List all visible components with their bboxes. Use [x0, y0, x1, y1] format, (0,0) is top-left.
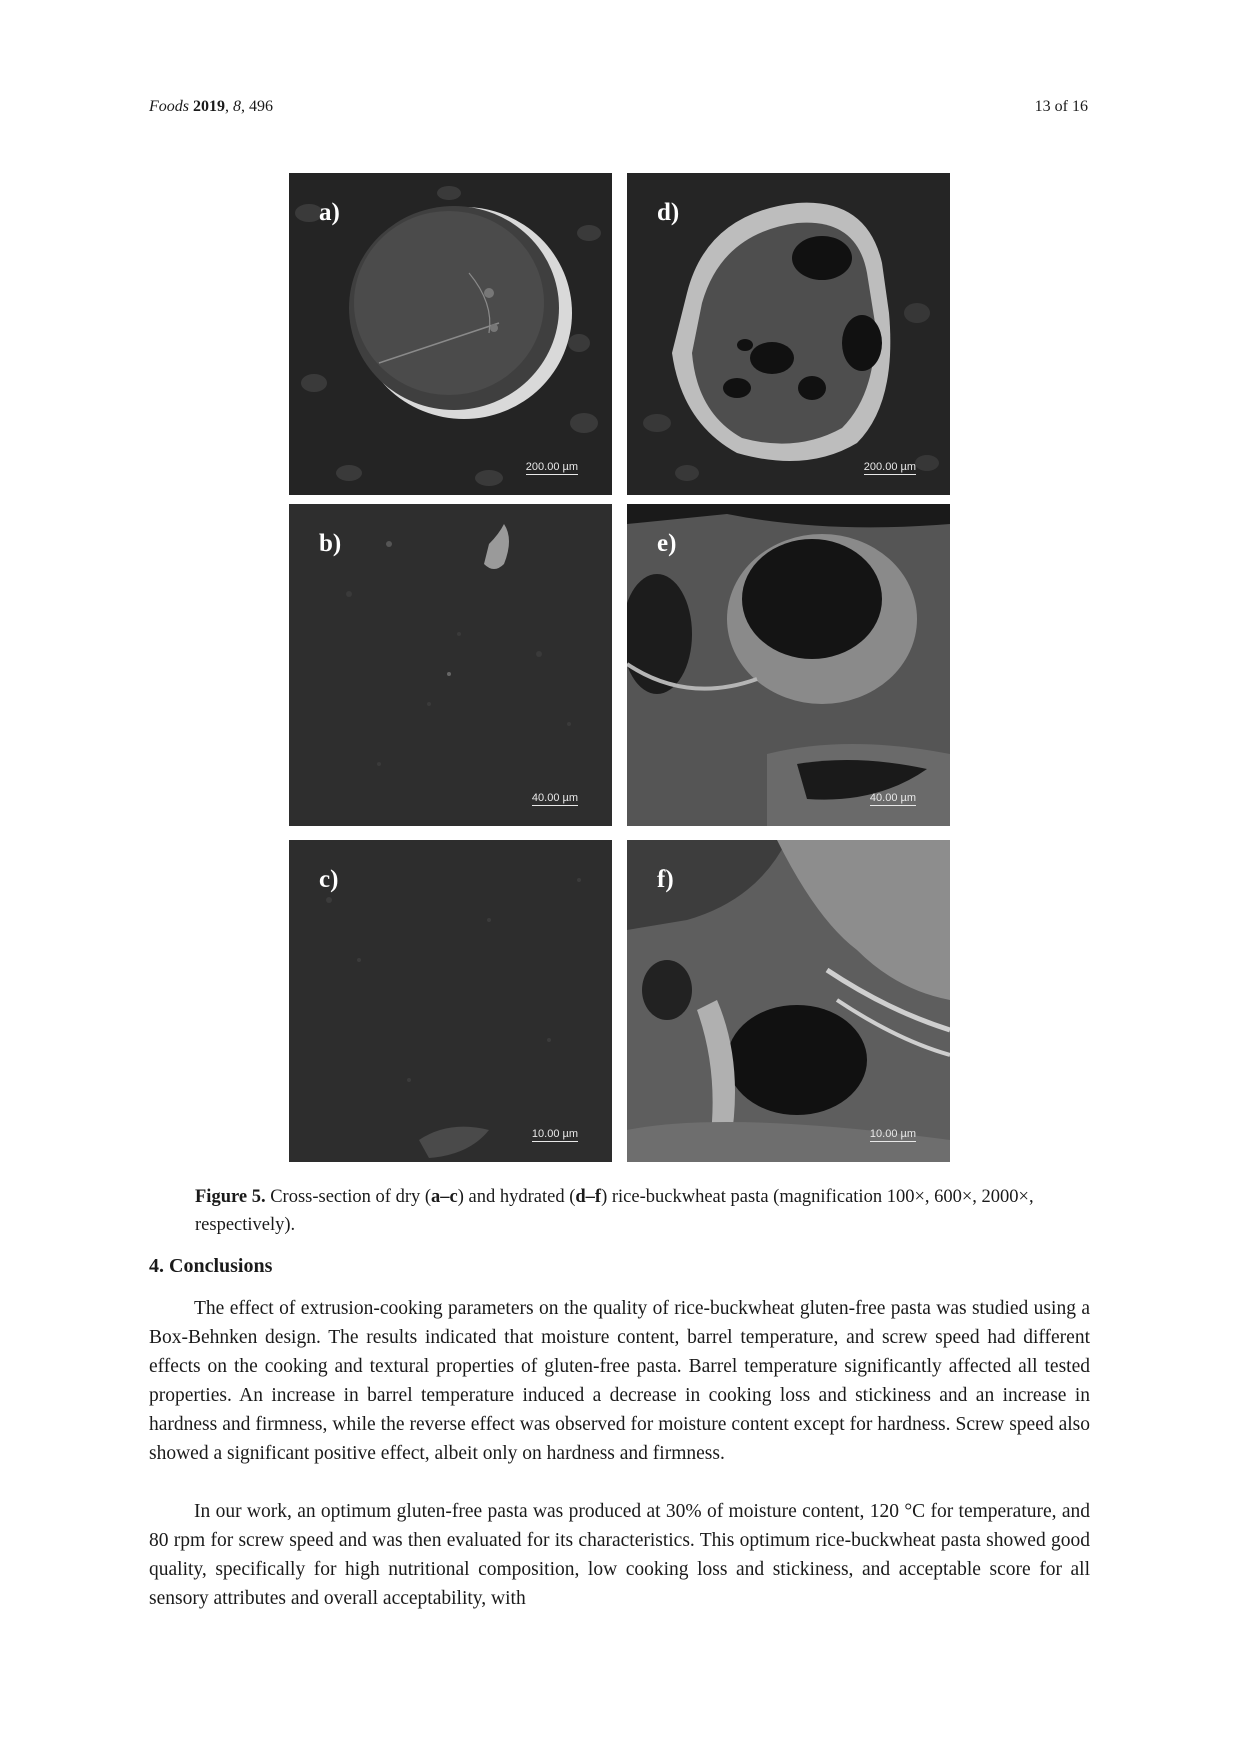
caption-text-1: Cross-section of dry ( [265, 1187, 432, 1207]
sem-panel-c [289, 840, 612, 1162]
running-header: Foods 2019, 8, 496 [149, 98, 273, 115]
caption-range-hydrated: d–f [575, 1187, 602, 1207]
scale-bar-c: 10.00 µm [531, 1128, 578, 1140]
panel-label-d: d) [657, 199, 680, 226]
journal-year: 2019 [193, 98, 225, 115]
scale-bar-e: 40.00 µm [869, 792, 916, 804]
panel-label-e: e) [657, 530, 677, 557]
section-heading: 4. Conclusions [149, 1255, 273, 1277]
sem-panel-d [627, 173, 950, 495]
journal-volume: 8 [233, 98, 241, 115]
panel-label-c: c) [319, 866, 339, 893]
scale-bar-f: 10.00 µm [869, 1128, 916, 1140]
page-number: 13 of 16 [1034, 98, 1088, 115]
caption-text-2: ) and hydrated ( [457, 1187, 576, 1207]
panel-label-b: b) [319, 530, 342, 557]
journal-name: Foods [149, 98, 189, 115]
sem-panel-e [627, 504, 950, 826]
caption-text-3: ) rice-buckwheat pasta (magnification 100×, 600×, 2000×, respectively). [195, 1187, 1034, 1235]
sem-panel-b [289, 504, 612, 826]
caption-range-dry: a–c [431, 1187, 458, 1207]
panel-label-a: a) [319, 199, 340, 226]
caption-label: Figure 5. [195, 1187, 266, 1207]
paragraph-1: The effect of extrusion-cooking parameters on the quality of rice-buckwheat gluten-free pasta was studied using a Box-Behnken design. The results indicated that moisture content, barrel temperature, and screw speed had different effects on the cooking and textural properties of gluten-free pasta. Barrel temperature significantly affected all tested properties. An increase in barrel temperature induced a decrease in cooking loss and stickiness and an increase in hardness and firmness, while the reverse effect was observed for moisture content except for hardness. Screw speed also showed a significant positive effect, albeit only on hardness and firmness. [149, 1298, 1090, 1464]
scale-bar-b: 40.00 µm [531, 792, 578, 804]
sem-panel-a [289, 173, 612, 495]
sem-image-f [627, 840, 950, 1162]
scale-bar-d: 200.00 µm [863, 461, 916, 473]
paragraph-2: In our work, an optimum gluten-free pasta was produced at 30% of moisture content, 120 °C for temperature, and 80 rpm for screw speed and was then evaluated for its characteristics. This optimum rice-buckwheat pasta showed good quality, specifically for high nutritional composition, low cooking loss and stickiness, and acceptable score for all sensory attributes and overall acceptability, with [149, 1501, 1090, 1609]
scale-bar-a: 200.00 µm [525, 461, 578, 473]
panel-label-f: f) [657, 866, 674, 893]
sem-panel-f [627, 840, 950, 1162]
figure-caption [195, 1183, 1055, 1239]
article-number: 496 [249, 98, 273, 115]
